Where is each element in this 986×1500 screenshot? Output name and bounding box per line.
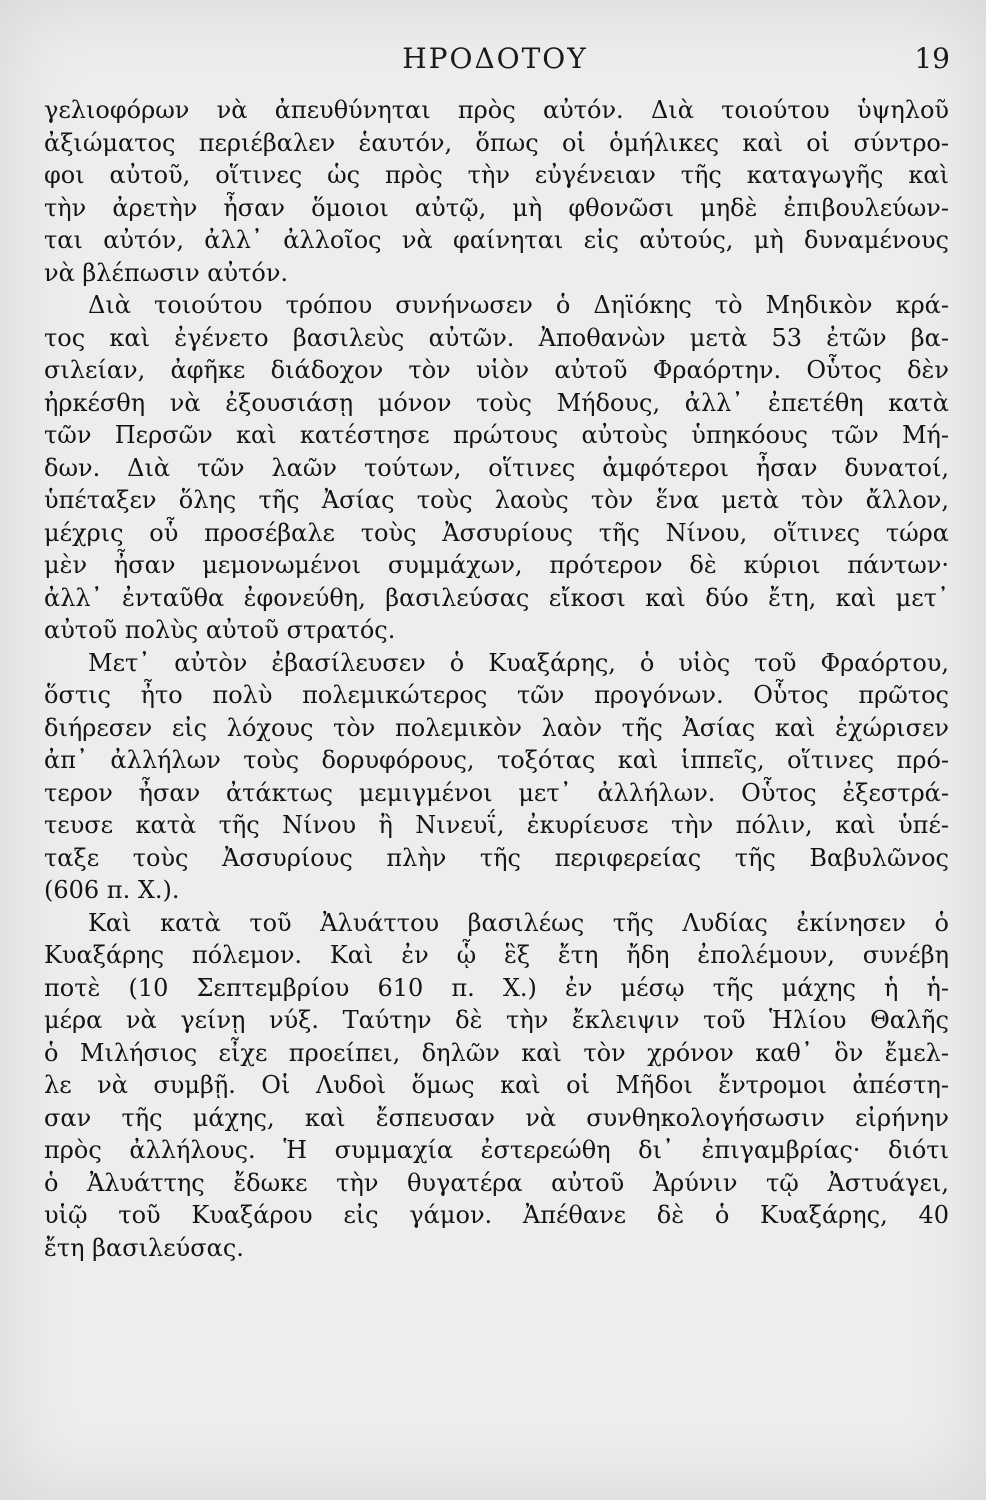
text-line: ἀπ᾽ ἀλλήλων τοὺς δορυφόρους, τοξότας καὶ ἱππεῖς, οἵτινες πρό- [44, 746, 949, 774]
text-line: (606 π. Χ.). [44, 876, 180, 904]
text-line: τευσε κατὰ τῆς Νίνου ἢ Νινευΐ, ἐκυρίευσε τὴν πόλιν, καὶ ὑπέ- [44, 811, 949, 839]
text-line: ἔτη βασιλεύσας. [44, 1233, 244, 1262]
paragraph [44, 289, 949, 647]
text-line: σιλείαν, ἀφῆκε διάδοχον τὸν υἱὸν αὐτοῦ Φραόρτην. Οὗτος δὲν [44, 356, 949, 384]
text-line: ὑπέταξεν ὅλης τῆς Ἀσίας τοὺς λαοὺς τὸν ἕνα μετὰ τὸν ἄλλον, [44, 486, 949, 514]
text-line: νὰ βλέπωσιν αὐτόν. [44, 258, 289, 287]
text-line: λε νὰ συμβῇ. Οἱ Λυδοὶ ὅμως καὶ οἱ Μῆδοι ἔντρομοι ἀπέστη- [44, 1071, 949, 1099]
text-line: ὁ Μιλήσιος εἶχε προείπει, δηλῶν καὶ τὸν χρόνον καθ᾽ ὃν ἔμελ- [44, 1038, 949, 1067]
text-line: δων. Διὰ τῶν λαῶν τούτων, οἵτινες ἀμφότεροι ἦσαν δυνατοί, [44, 453, 949, 482]
text-line: ἀλλ᾽ ἐνταῦθα ἐφονεύθη, βασιλεύσας εἴκοσι καὶ δύο ἔτη, καὶ μετ᾽ [44, 583, 949, 612]
text-line: γελιοφόρων νὰ ἀπευθύνηται πρὸς αὐτόν. Διὰ τοιούτου ὑψηλοῦ [44, 96, 949, 124]
text-line: σαν τῆς μάχης, καὶ ἔσπευσαν νὰ συνθηκολογήσωσιν εἰρήνην [44, 1103, 949, 1132]
paragraph [44, 647, 949, 907]
text-line: Διὰ τοιούτου τρόπου συνήνωσεν ὁ Δηϊόκης τὸ Μηδικὸν κρά- [88, 291, 949, 319]
text-line: διήρεσεν εἰς λόχους τὸν πολεμικὸν λαὸν τῆς Ἀσίας καὶ ἐχώρισεν [44, 713, 949, 742]
text-line: τερον ἦσαν ἀτάκτως μεμιγμένοι μετ᾽ ἀλλήλων. Οὗτος ἐξεστρά- [44, 778, 949, 807]
paragraph [44, 94, 949, 289]
text-line: μέχρις οὗ προσέβαλε τοὺς Ἀσσυρίους τῆς Νίνου, οἵτινες τώρα [44, 518, 949, 547]
text-line: Καὶ κατὰ τοῦ Ἀλυάττου βασιλέως τῆς Λυδίας ἐκίνησεν ὁ [88, 908, 949, 937]
text-line: ταξε τοὺς Ἀσσυρίους πλὴν τῆς περιφερείας τῆς Βαβυλῶνος [44, 843, 949, 872]
text-line: ἠρκέσθη νὰ ἐξουσιάσῃ μόνον τοὺς Μήδους, ἀλλ᾽ ἐπετέθη κατὰ [44, 388, 949, 417]
text-line: υἱῷ τοῦ Κυαξάρου εἰς γάμον. Ἀπέθανε δὲ ὁ Κυαξάρης, 40 [44, 1201, 949, 1229]
text-line: τὴν ἀρετὴν ἦσαν ὅμοιοι αὐτῷ, μὴ φθονῶσι μηδὲ ἐπιβουλεύων- [44, 193, 949, 222]
text-line: μέρα νὰ γείνῃ νύξ. Ταύτην δὲ τὴν ἔκλειψιν τοῦ Ἡλίου Θαλῆς [44, 1006, 949, 1034]
paragraph [44, 907, 949, 1265]
text-line: φοι αὐτοῦ, οἵτινες ὡς πρὸς τὴν εὐγένειαν τῆς καταγωγῆς καὶ [44, 161, 949, 189]
body-text [44, 94, 949, 1264]
text-line: ἀξιώματος περιέβαλεν ἑαυτόν, ὅπως οἱ ὁμήλικες καὶ οἱ σύντρο- [44, 128, 949, 157]
text-line: ὁ Ἀλυάττης ἔδωκε τὴν θυγατέρα αὐτοῦ Ἀρύνιν τῷ Ἀστυάγει, [44, 1168, 949, 1197]
text-line: Μετ᾽ αὐτὸν ἐβασίλευσεν ὁ Κυαξάρης, ὁ υἱὸς τοῦ Φραόρτου, [88, 648, 949, 677]
text-line: αὐτοῦ πολὺς αὐτοῦ στρατός. [44, 616, 396, 644]
text-line: ποτὲ (10 Σεπτεμβρίου 610 π. Χ.) ἐν μέσῳ τῆς μάχης ἡ ἡ- [44, 973, 949, 1002]
running-title: ΗΡΟΔΟΤΟΥ [402, 42, 588, 75]
text-line: τῶν Περσῶν καὶ κατέστησε πρώτους αὐτοὺς ὑπηκόους τῶν Μή- [44, 421, 949, 449]
text-line: μὲν ἦσαν μεμονωμένοι συμμάχων, πρότερον δὲ κύριοι πάντων· [44, 551, 949, 579]
page-header [40, 42, 950, 82]
text-line: πρὸς ἀλλήλους. Ἡ συμμαχία ἐστερεώθη δι᾽ ἐπιγαμβρίας· διότι [44, 1136, 949, 1164]
text-line: Κυαξάρης πόλεμον. Καὶ ἐν ᾧ ἓξ ἔτη ἤδη ἐπολέμουν, συνέβη [44, 941, 949, 969]
text-line: ὅστις ἦτο πολὺ πολεμικώτερος τῶν προγόνων. Οὗτος πρῶτος [44, 681, 949, 709]
page-number: 19 [914, 42, 950, 75]
text-line: ται αὐτόν, ἀλλ᾽ ἀλλοῖος νὰ φαίνηται εἰς αὐτούς, μὴ δυναμένους [44, 226, 949, 254]
text-line: τος καὶ ἐγένετο βασιλεὺς αὐτῶν. Ἀποθανὼν μετὰ 53 ἐτῶν βα- [44, 323, 949, 352]
